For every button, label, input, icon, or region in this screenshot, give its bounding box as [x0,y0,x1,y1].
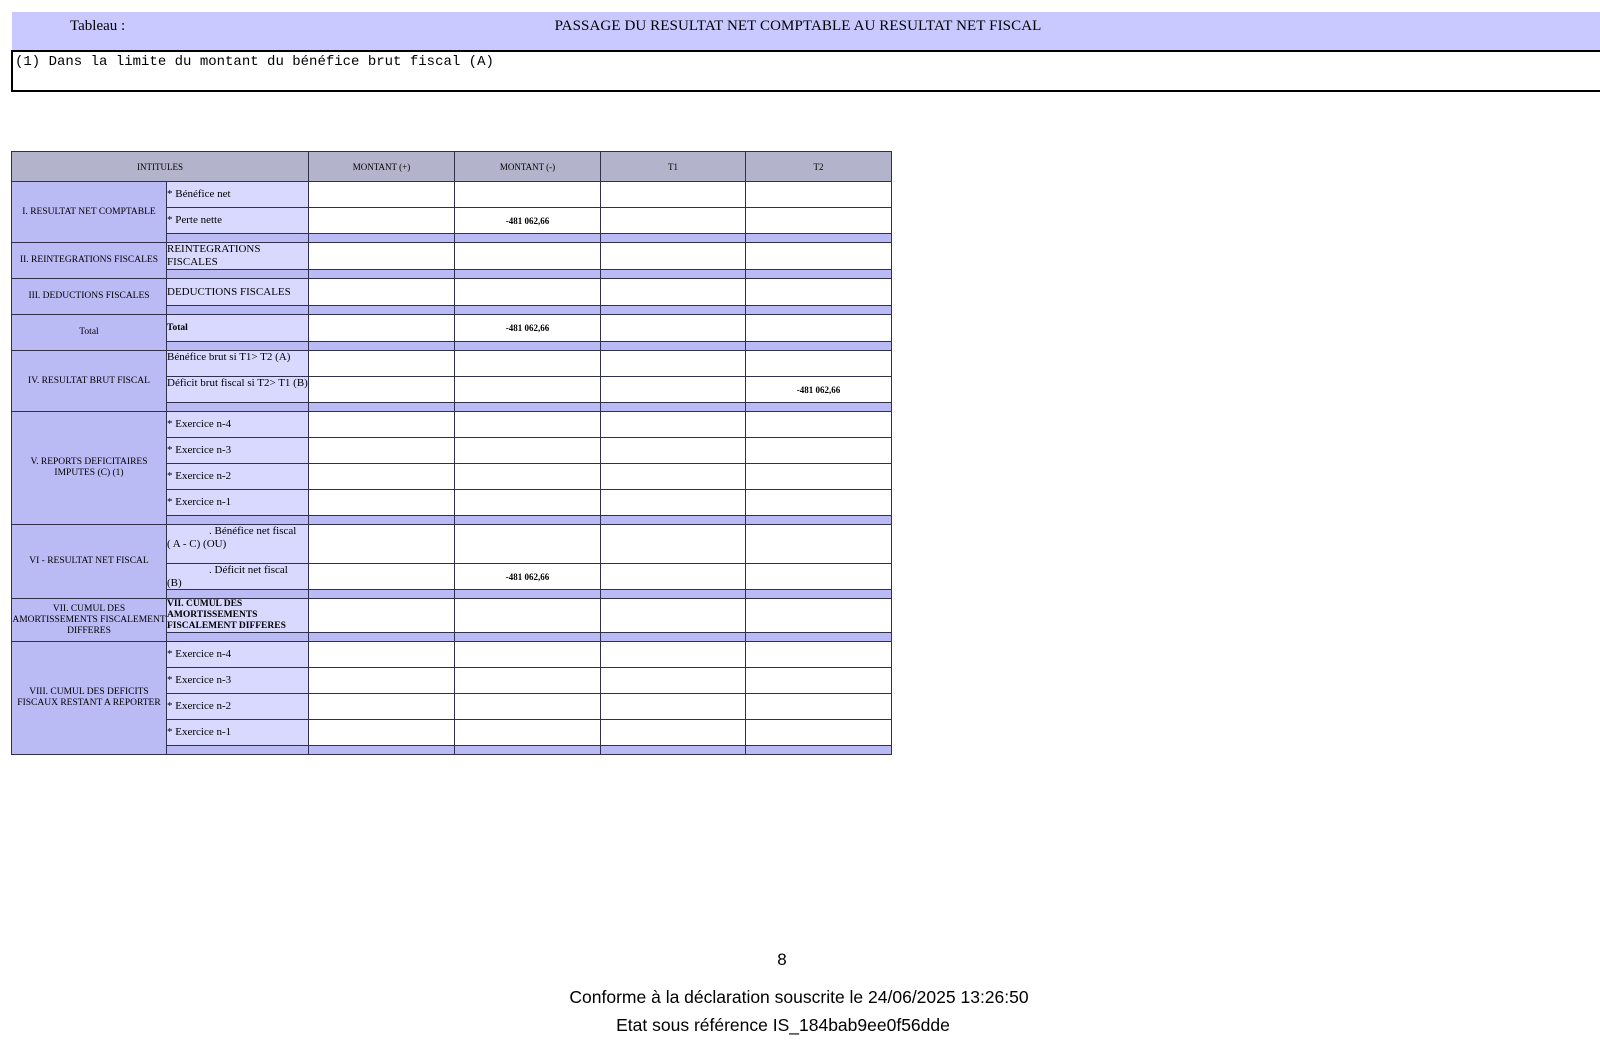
row-label-cumul-amortissements: VII. CUMUL DES AMORTISSEMENTS FISCALEMENT DIFFERES [167,599,309,633]
table-row [12,315,892,342]
section-total: Total [12,315,167,351]
page-number: 8 [777,950,787,969]
row-label-exercice-n3: * Exercice n-3 [167,438,309,464]
row-label-benefice-net-fiscal [167,525,309,564]
table-row [12,279,892,306]
col-header-intitules: INTITULES [12,152,309,182]
table-label: Tableau : [70,18,126,34]
table-row [12,351,892,377]
footnote-box: (1) Dans la limite du montant du bénéfice brut fiscal (A) [11,50,1600,92]
table-title: PASSAGE DU RESULTAT NET COMPTABLE AU RESULTAT NET FISCAL [554,18,1042,34]
row-label-viii-exercice-n3: * Exercice n-3 [167,668,309,694]
row-label-viii-exercice-n4: * Exercice n-4 [167,642,309,668]
table-row [12,243,892,270]
section-resultat-net-comptable: I. RESULTAT NET COMPTABLE [12,182,167,243]
row-label-perte-nette: * Perte nette [167,208,309,234]
col-header-t2: T2 [746,152,892,182]
section-deductions-fiscales: III. DEDUCTIONS FISCALES [12,279,167,315]
benefice-net-fiscal-line1: . Bénéfice net fiscal [209,525,297,537]
row-label-exercice-n1: * Exercice n-1 [167,490,309,516]
section-cumul-amortissements: VII. CUMUL DES AMORTISSEMENTS FISCALEMENT DIFFERES [12,599,167,642]
col-header-t1: T1 [601,152,746,182]
row-label-deficit-brut: Déficit brut fiscal si T2> T1 (B) [167,377,309,403]
deficit-net-fiscal-line1: . Déficit net fiscal [209,564,288,576]
table-row [12,182,892,208]
col-header-montant-minus: MONTANT (-) [455,152,601,182]
col-header-montant-plus: MONTANT (+) [309,152,455,182]
row-label-viii-exercice-n1: * Exercice n-1 [167,720,309,746]
benefice-net-fiscal-line2: ( A - C) (OU) [167,537,227,550]
section-reintegrations-fiscales: II. REINTEGRATIONS FISCALES [12,243,167,279]
table-row [12,412,892,438]
deficit-net-fiscal-line2: (B) [167,576,182,589]
row-label-viii-exercice-n2: * Exercice n-2 [167,694,309,720]
value-deficit-brut-t2: -481 062,66 [746,377,892,403]
reference-statement: Etat sous référence IS_184bab9ee0f56dde [616,1015,950,1035]
row-label-benefice-brut: Bénéfice brut si T1> T2 (A) [167,351,309,377]
table-header-row [12,152,892,182]
row-label-deductions: DEDUCTIONS FISCALES [167,279,309,306]
section-cumul-deficits: VIII. CUMUL DES DEFICITS FISCAUX RESTANT A REPORTER [12,642,167,755]
conformity-statement: Conforme à la déclaration souscrite le 24/06/2025 13:26:50 [569,987,1029,1007]
table-row [12,642,892,668]
value-deficit-net-fiscal-montant-minus: -481 062,66 [455,564,601,590]
row-label-total: Total [167,315,309,342]
section-resultat-brut-fiscal: IV. RESULTAT BRUT FISCAL [12,351,167,412]
section-resultat-net-fiscal: VI - RESULTAT NET FISCAL [12,525,167,599]
row-label-benefice-net: * Bénéfice net [167,182,309,208]
row-label-reintegrations: REINTEGRATIONS FISCALES [167,243,309,270]
table-row [12,525,892,564]
value-total-montant-minus: -481 062,66 [455,315,601,342]
row-label-exercice-n4: * Exercice n-4 [167,412,309,438]
table-row [12,599,892,633]
value-perte-nette-montant-minus: -481 062,66 [455,208,601,234]
row-label-deficit-net-fiscal [167,564,309,590]
section-reports-deficitaires: V. REPORTS DEFICITAIRES IMPUTES (C) (1) [12,412,167,525]
table-header-bar [12,12,1600,50]
fiscal-result-table [11,151,892,755]
row-label-exercice-n2: * Exercice n-2 [167,464,309,490]
